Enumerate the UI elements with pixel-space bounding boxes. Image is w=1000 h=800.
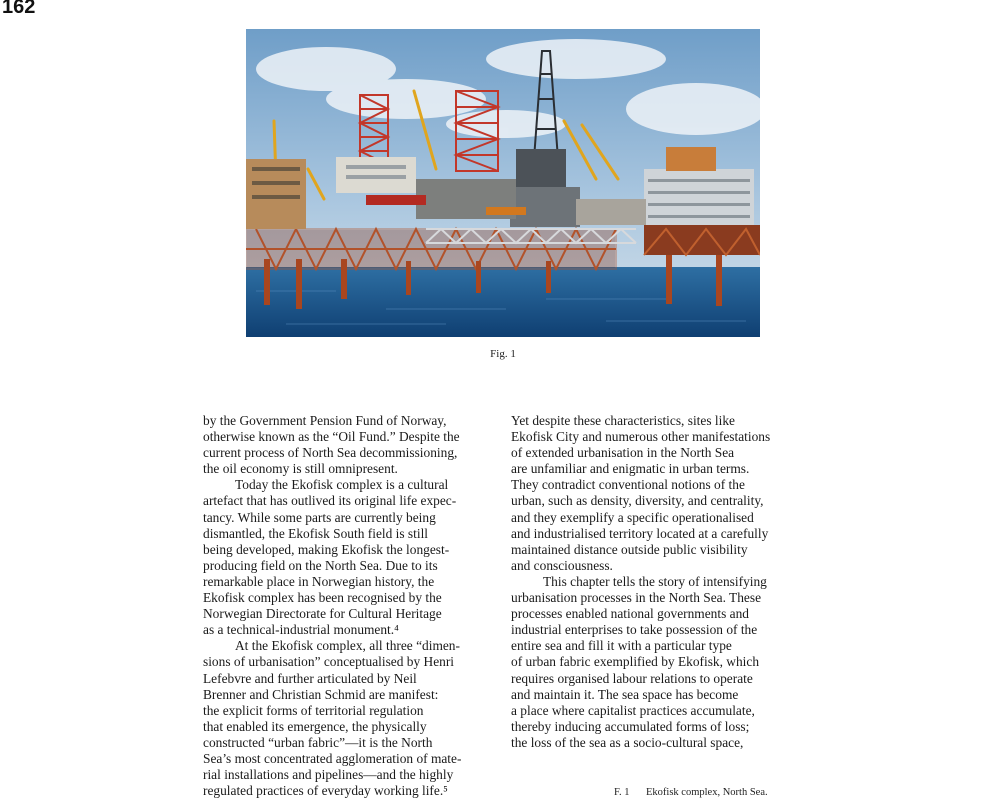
text-line: At the Ekofisk complex, all three “dimen- xyxy=(235,638,460,654)
figure-photo-ekofisk xyxy=(246,29,760,337)
text-line: They contradict conventional notions of the xyxy=(511,477,745,493)
text-line: current process of North Sea decommissioning, xyxy=(203,445,458,461)
text-line: rial installations and pipelines—and the highly xyxy=(203,767,454,783)
text-line: and consciousness. xyxy=(511,557,613,573)
text-line: of urban fabric exemplified by Ekofisk, which xyxy=(511,654,760,670)
text-line: and maintain it. The sea space has become xyxy=(511,686,739,702)
text-line: otherwise known as the “Oil Fund.” Despite the xyxy=(203,429,460,445)
text-line: tancy. While some parts are currently being xyxy=(203,509,436,525)
text-line: Yet despite these characteristics, sites like xyxy=(511,413,735,428)
text-line: This chapter tells the story of intensifying xyxy=(543,573,767,589)
text-line: of extended urbanisation in the North Sea xyxy=(511,445,735,461)
figure-label: Fig. 1 xyxy=(490,348,516,360)
text-line: Ekofisk complex has been recognised by the xyxy=(203,590,442,606)
text-line: maintained distance outside public visibility xyxy=(511,541,748,557)
oil-platform-illustration xyxy=(246,29,760,337)
text-line: as a technical-industrial monument.⁴ xyxy=(203,622,399,638)
text-line: remarkable place in Norwegian history, the xyxy=(203,573,435,589)
text-line: requires organised labour relations to operate xyxy=(511,670,753,686)
text-line: Ekofisk City and numerous other manifestations xyxy=(511,429,771,445)
text-line: dismantled, the Ekofisk South field is still xyxy=(203,525,429,541)
text-line: and they exemplify a specific operationalised xyxy=(511,509,754,525)
text-line: sions of urbanisation” conceptualised by Henri xyxy=(203,654,455,670)
text-line: urban, such as density, diversity, and centrality, xyxy=(511,493,764,509)
text-line: industrial enterprises to take possession of the xyxy=(511,622,758,638)
text-line: regulated practices of everyday working life.⁵ xyxy=(203,783,448,799)
figure-caption xyxy=(614,787,768,798)
text-line: urbanisation processes in the North Sea. These xyxy=(511,590,762,606)
text-line: a place where capitalist practices accumulate, xyxy=(511,702,755,718)
text-line: and industrialised territory located at a carefully xyxy=(511,525,769,541)
text-line: Norwegian Directorate for Cultural Heritage xyxy=(203,606,442,622)
text-line: thereby inducing accumulated forms of loss; xyxy=(511,718,750,734)
text-line: Today the Ekofisk complex is a cultural xyxy=(235,477,449,493)
figure-caption-number: F. 1 xyxy=(614,787,630,798)
text-line: the oil economy is still omnipresent. xyxy=(203,461,398,477)
page-number: 162 xyxy=(2,0,36,18)
figure-caption-text: Ekofisk complex, North Sea. xyxy=(646,787,768,798)
text-line: by the Government Pension Fund of Norway, xyxy=(203,413,447,428)
text-line: the loss of the sea as a socio-cultural space, xyxy=(511,734,744,750)
text-line: Brenner and Christian Schmid are manifest: xyxy=(203,686,439,702)
text-line: processes enabled national governments and xyxy=(511,606,749,622)
text-line: Lefebvre and further articulated by Neil xyxy=(203,670,417,686)
text-line: artefact that has outlived its original life expec- xyxy=(203,493,457,509)
text-line: being developed, making Ekofisk the longest- xyxy=(203,541,450,557)
text-line: Sea’s most concentrated agglomeration of mate- xyxy=(203,750,462,766)
text-line: producing field on the North Sea. Due to its xyxy=(203,557,438,573)
text-line: entire sea and fill it with a particular type xyxy=(511,638,732,654)
body-text-right-column xyxy=(511,413,811,751)
body-text-left-column xyxy=(203,413,503,799)
text-line: are unfamiliar and enigmatic in urban terms. xyxy=(511,461,750,477)
text-line: the explicit forms of territorial regulation xyxy=(203,702,424,718)
text-line: constructed “urban fabric”—it is the North xyxy=(203,734,433,750)
text-line: that enabled its emergence, the physically xyxy=(203,718,427,734)
